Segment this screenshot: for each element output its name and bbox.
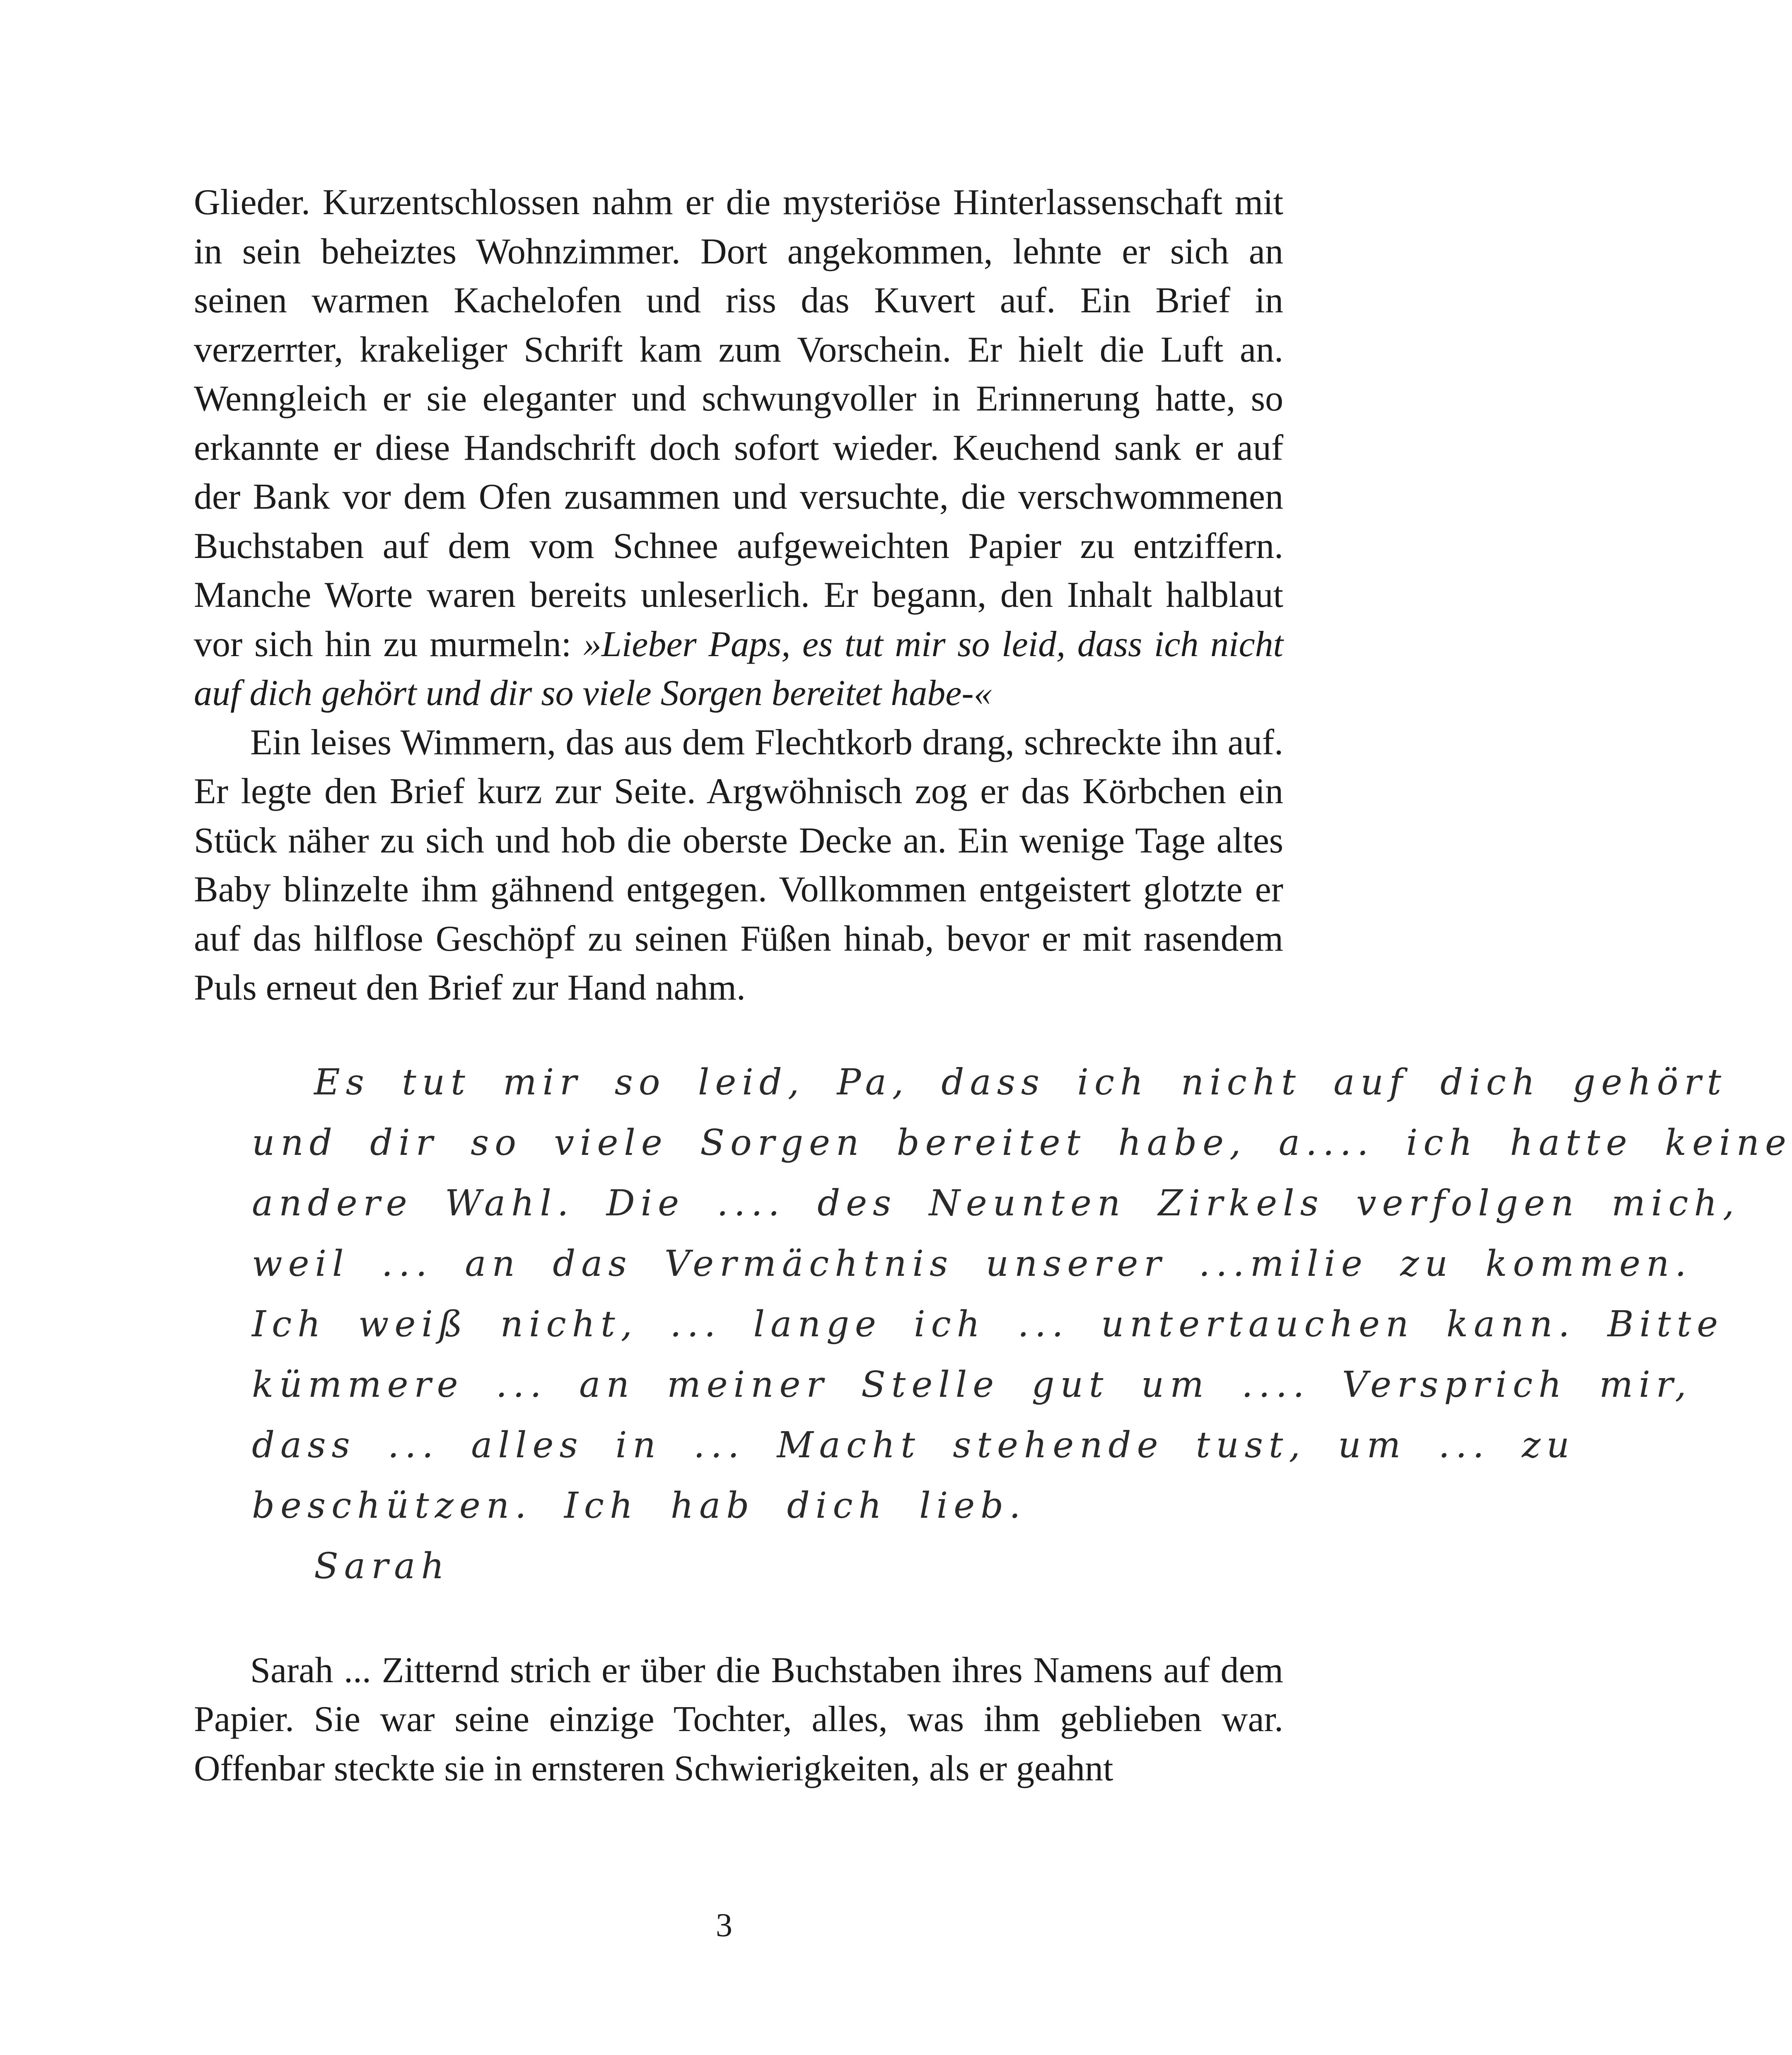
paragraph-3: Sarah ... Zitternd strich er über die Buchstaben ihres Namens auf dem Papier. Sie war seine einzige Tochter, alles, was ihm geblieben war. Offenbar steckte sie in ernsteren Schwierigkeiten, als er geahnt bbox=[194, 1650, 1283, 1789]
letter-line: Ich weiß nicht, ... lange ich ... untertauchen kann. Bitte bbox=[252, 1303, 1724, 1345]
letter-line: andere Wahl. Die .... des Neunten Zirkels verfolgen mich, bbox=[252, 1182, 1740, 1224]
paragraph-1 bbox=[194, 178, 1283, 718]
letter-signature: Sarah bbox=[314, 1545, 450, 1587]
paragraph-2: Ein leises Wimmern, das aus dem Flechtkorb drang, schreckte ihn auf. Er legte den Brief kurz zur Seite. Argwöhnisch zog er das Körbchen ein Stück näher zu sich und hob die oberste Decke an. Ein wenige Tage altes Baby blinzelte ihm gähnend entgegen. Vollkommen entgeistert glotzte er auf das hilflose Geschöpf zu seinen Füßen hinab, bevor er mit rasendem Puls erneut den Brief zur Hand nahm. bbox=[194, 722, 1283, 1008]
handwritten-letter bbox=[194, 1052, 1792, 1596]
letter-line: und dir so viele Sorgen bereitet habe, a.... ich hatte keine bbox=[252, 1122, 1792, 1164]
page-number: 3 bbox=[716, 1907, 732, 1944]
paragraph-1-text: Glieder. Kurzentschlossen nahm er die mysteriöse Hinterlassenschaft mit in sein beheiztes Wohnzimmer. Dort angekommen, lehnte er sich an seinen warmen Kachelofen und riss das Kuvert auf. Ein Brief in verzerrter, krakeliger Schrift kam zum Vorschein. Er hielt die Luft an. Wenngleich er sie eleganter und schwungvoller in Erinnerung hatte, so erkannte er diese Handschrift doch sofort wieder. Keuchend sank er auf der Bank vor dem Ofen zusammen und versuchte, die verschwommenen Buchstaben auf dem vom Schnee aufgeweichten Papier zu entziffern. Manche Worte waren bereits unleserlich. Er begann, den Inhalt halblaut vor sich hin zu murmeln: bbox=[194, 182, 1283, 664]
letter-line: weil ... an das Vermächtnis unserer ...milie zu kommen. bbox=[252, 1243, 1692, 1285]
letter-line: kümmere ... an meiner Stelle gut um .... Versprich mir, bbox=[252, 1364, 1692, 1405]
book-page bbox=[194, 178, 1792, 1793]
letter-line: Es tut mir so leid, Pa, dass ich nicht auf dich gehört bbox=[314, 1061, 1727, 1103]
letter-line: beschützen. Ich hab dich lieb. bbox=[252, 1485, 1026, 1526]
paragraph-1-quote: »Lieber Paps, es tut mir so leid, dass ich nicht auf dich gehört und dir so viele Sorgen bereitet habe-« bbox=[194, 624, 1283, 713]
letter-line: dass ... alles in ... Macht stehende tust, um ... zu bbox=[252, 1424, 1575, 1466]
